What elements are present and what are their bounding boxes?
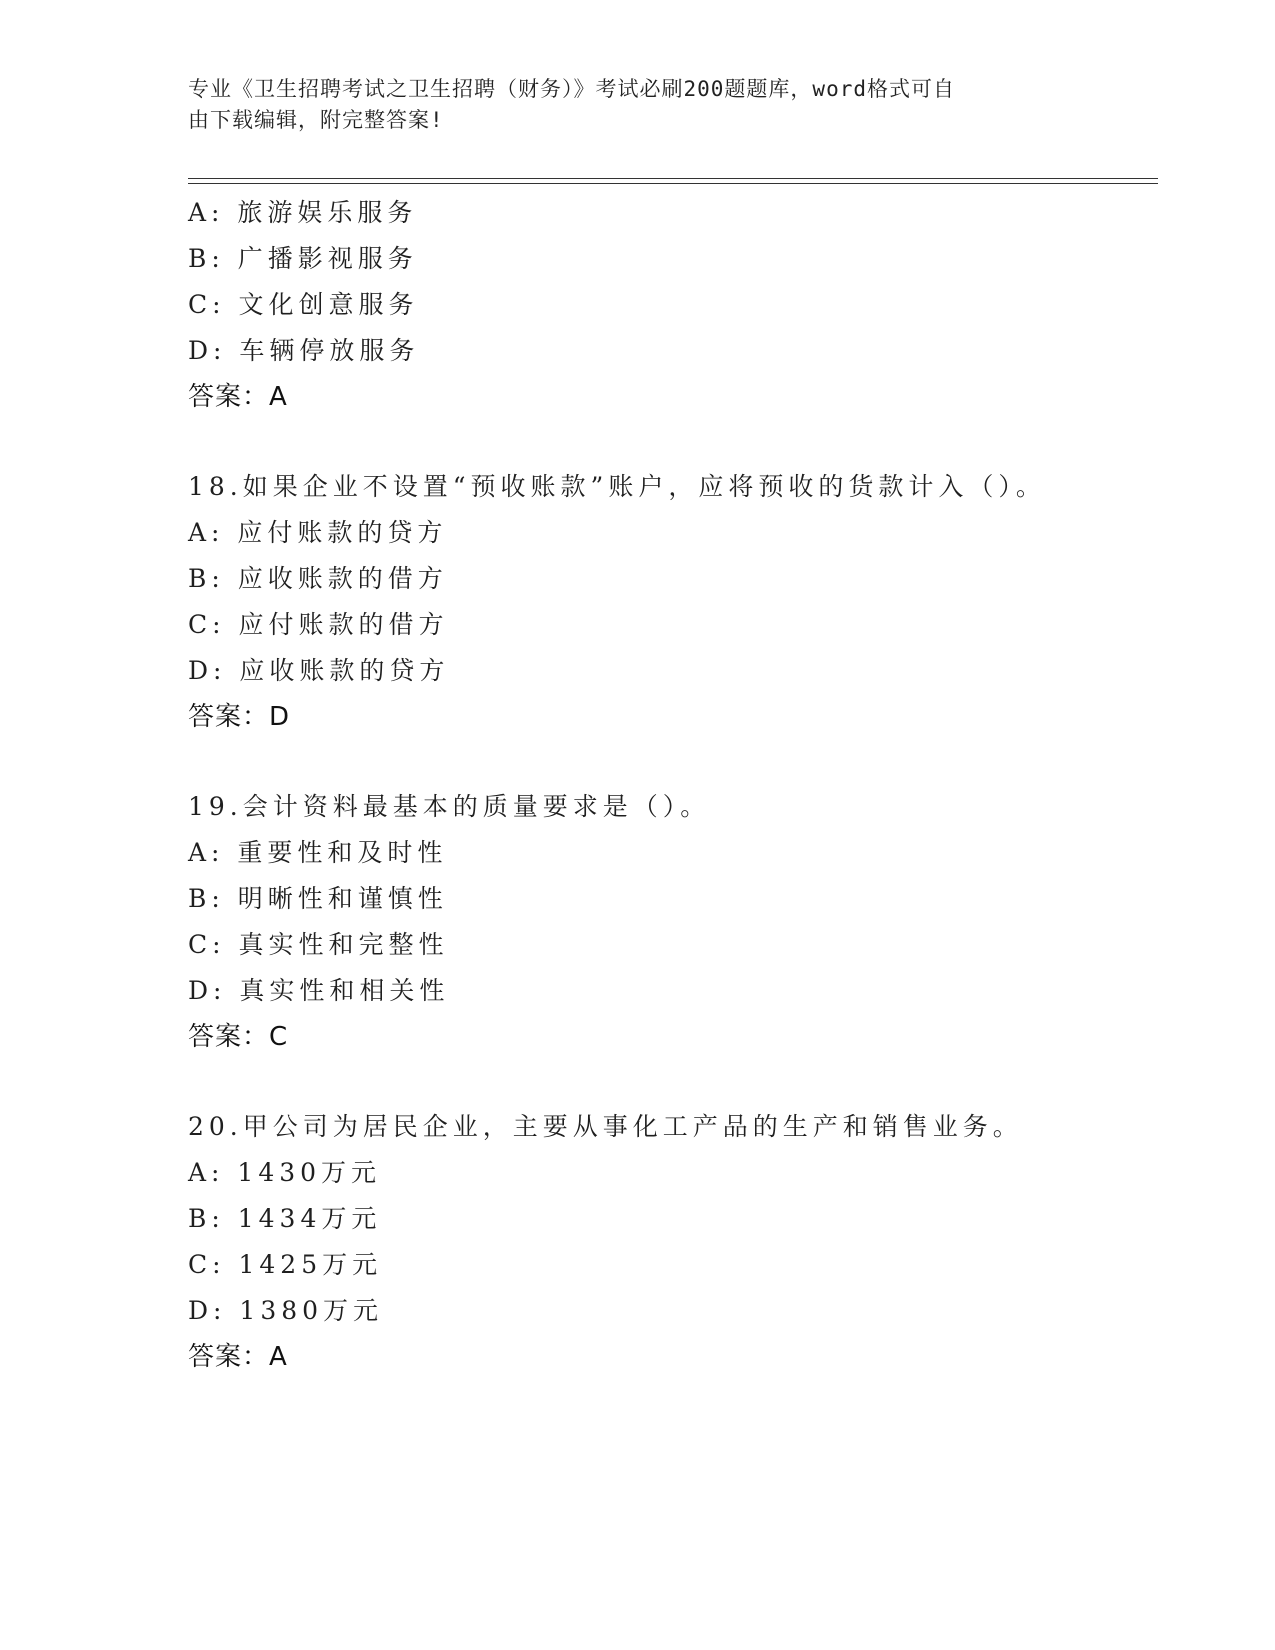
header-line-1: 专业《卫生招聘考试之卫生招聘（财务）》考试必刷200题题库，word格式可自 (188, 77, 955, 101)
header-line-2: 由下载编辑，附完整答案! (188, 108, 444, 132)
question-text: 18.如果企业不设置“预收账款”账户，应将预收的货款计入（）。 (188, 472, 1046, 501)
question-text: 20.甲公司为居民企业，主要从事化工产品的生产和销售业务。 (188, 1112, 1023, 1141)
question-19-block (188, 784, 1188, 1060)
question-17-block (188, 190, 1188, 420)
answer-line: 答案：C (188, 1022, 289, 1052)
question-20-block (188, 1104, 1188, 1380)
option-d: D: 车辆停放服务 (188, 336, 420, 365)
spacer (188, 1060, 1188, 1104)
question-list (188, 190, 1188, 1380)
option-c: C: 应付账款的借方 (188, 610, 449, 639)
option-a: A: 1430万元 (188, 1158, 382, 1187)
question-text: 19.会计资料最基本的质量要求是（）。 (188, 792, 711, 821)
option-d: D: 1380万元 (188, 1296, 384, 1325)
option-b: B: 1434万元 (188, 1204, 382, 1233)
spacer (188, 420, 1188, 464)
answer-line: 答案：A (188, 1342, 288, 1372)
option-d: D: 真实性和相关性 (188, 976, 450, 1005)
spacer (188, 740, 1188, 784)
answer-line: 答案：D (188, 702, 291, 732)
option-a: A: 重要性和及时性 (188, 838, 448, 867)
option-b: B: 明晰性和谨慎性 (188, 884, 448, 913)
option-a: A: 应付账款的贷方 (188, 518, 448, 547)
option-b: B: 广播影视服务 (188, 244, 418, 273)
option-a: A: 旅游娱乐服务 (188, 198, 418, 227)
header-rule-top (188, 178, 1158, 179)
option-c: C: 真实性和完整性 (188, 930, 449, 959)
answer-line: 答案：A (188, 382, 288, 412)
question-18-block (188, 464, 1188, 740)
option-c: C: 文化创意服务 (188, 290, 419, 319)
option-c: C: 1425万元 (188, 1250, 383, 1279)
option-b: B: 应收账款的借方 (188, 564, 448, 593)
document-header (188, 74, 1068, 136)
header-rule-bottom (188, 183, 1158, 184)
option-d: D: 应收账款的贷方 (188, 656, 450, 685)
